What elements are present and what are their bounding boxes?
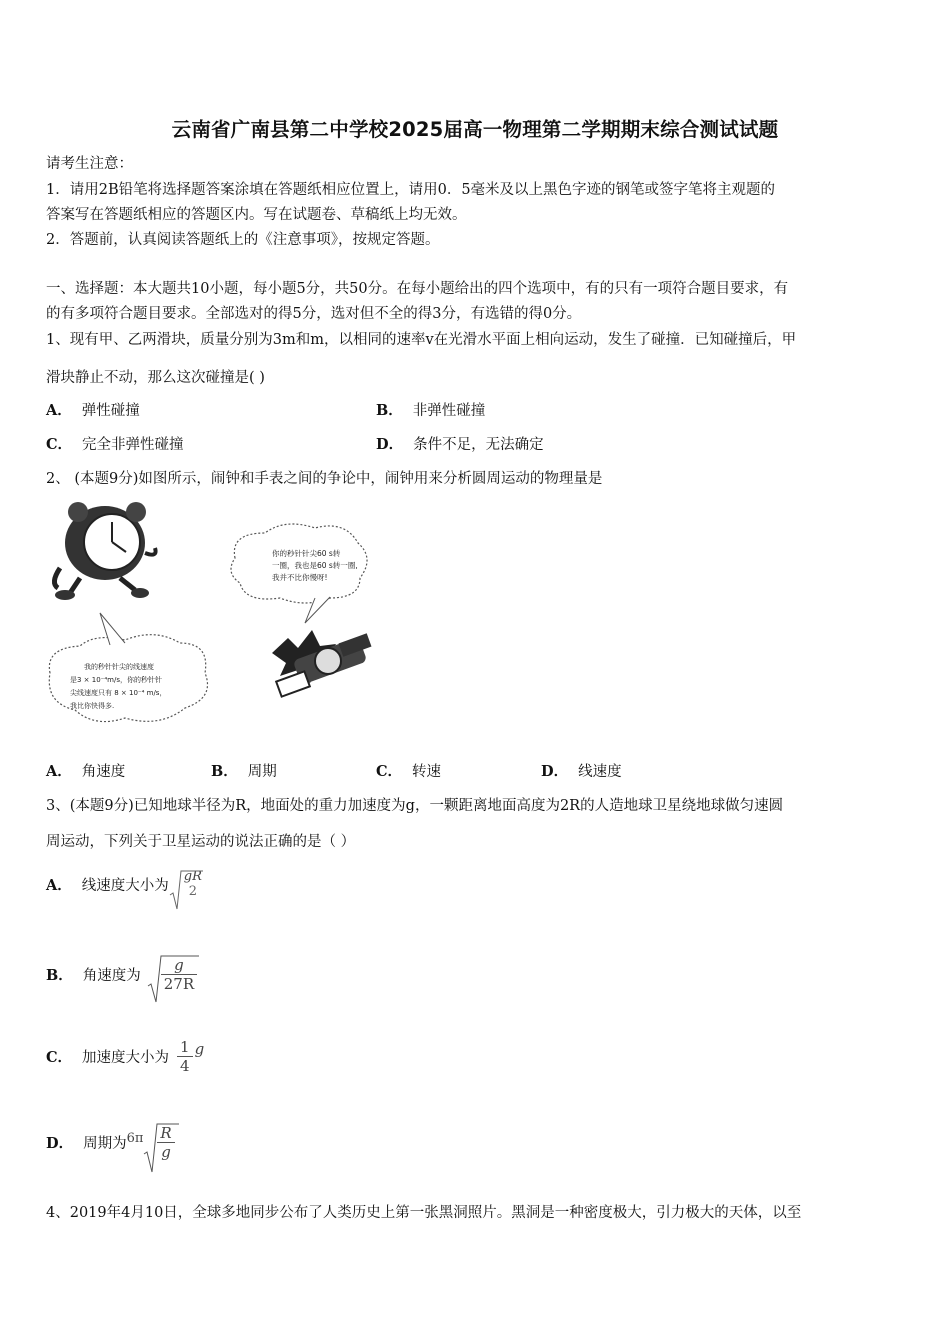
numerator: g: [174, 955, 184, 974]
option-label: B．: [376, 402, 403, 419]
wrist-watch-icon: [272, 630, 371, 697]
option-text: 角速度为: [82, 967, 141, 984]
alarm-clock-icon: [54, 502, 155, 600]
bubble-line: 你的秒针针尖60 s转: [272, 549, 341, 558]
section-line-1: 一、选择题：本大题共10小题，每小题5分，共50分。在每小题给出的四个选项中，有的只有一项符合题目要求，有: [46, 281, 789, 297]
bubble-line: 我并不比你慢呀!: [272, 573, 328, 582]
sqrt-expression: [143, 1124, 174, 1161]
option-text: 非弹性碰撞: [412, 403, 486, 419]
notice-line-2: 答案写在答题纸相应的答题区内。写在试题卷、草稿纸上均无效。: [46, 207, 467, 223]
numerator: R: [160, 1123, 172, 1142]
q1-stem-line-1: 1、现有甲、乙两滑块，质量分别为3m和m，以相同的速率v在光滑水平面上相向运动，发生了碰撞．已知碰撞后，甲: [46, 332, 797, 348]
coefficient: 6π: [126, 1130, 144, 1146]
option-text: 完全非弹性碰撞: [82, 437, 184, 453]
denominator: 27R: [161, 974, 197, 993]
option-label: C．: [46, 436, 73, 453]
q2-option-a: [46, 760, 125, 781]
numerator: 1: [180, 1037, 190, 1056]
sqrt-sign-icon: [143, 1122, 179, 1174]
denominator: g: [157, 1142, 174, 1161]
option-text: 周期为: [83, 1135, 127, 1152]
bubble-line: 我的秒针针尖的线速度: [84, 663, 154, 671]
bubble-line: 我比你快得多.: [70, 702, 115, 710]
option-label: D．: [541, 763, 569, 780]
sqrt-sign-icon: [169, 869, 203, 911]
clock-speech-bubble: [70, 661, 166, 713]
q3-stem-line-1: 3、(本题9分)已知地球半径为R，地面处的重力加速度为g，一颗距离地面高度为2R的人造地球卫星绕地球做匀速圆: [46, 798, 784, 814]
sqrt-expression: [147, 956, 197, 993]
q1-option-c: [46, 433, 184, 454]
q2-option-b: [211, 760, 277, 781]
q3-stem-line-2: 周运动，下列关于卫星运动的说法正确的是（ ）: [46, 834, 356, 850]
option-text: 线速度: [578, 764, 622, 780]
watch-speech-bubble: [272, 548, 358, 584]
option-text: 角速度: [81, 764, 126, 780]
notice-line-1: 1．请用2B铅笔将选择题答案涂填在答题纸相应位置上，请用0．5毫米及以上黑色字迹的钢笔或签字笔将主观题的: [46, 182, 776, 198]
option-label: A．: [46, 402, 72, 419]
q2-stem: 2、 (本题9分)如图所示，闹钟和手表之间的争论中，闹钟用来分析圆周运动的物理量是: [46, 471, 603, 487]
q3-option-b: [46, 950, 197, 998]
option-text: 加速度大小为: [82, 1049, 170, 1066]
option-text: 弹性碰撞: [81, 403, 140, 419]
option-label: C．: [376, 763, 403, 780]
denominator: 4: [177, 1056, 193, 1075]
page-title: 云南省广南县第二中学校2025届高一物理第二学期期末综合测试试题: [171, 118, 779, 141]
option-text: 条件不足，无法确定: [413, 437, 544, 453]
sqrt-sign-icon: [147, 954, 199, 1004]
option-text: 周期: [247, 764, 277, 780]
fraction: [177, 1038, 193, 1075]
denominator: 2: [188, 884, 197, 899]
option-label: D．: [376, 436, 404, 453]
q1-stem-line-2: 滑块静止不动，那么这次碰撞是( ): [46, 370, 265, 386]
q1-option-b: [376, 399, 485, 420]
sqrt-expression: [169, 869, 205, 899]
option-label: A．: [46, 876, 72, 894]
q1-option-d: [376, 433, 544, 454]
option-label: A．: [46, 763, 72, 780]
q2-option-c: [376, 760, 441, 781]
notice-heading: 请考生注意：: [46, 156, 133, 172]
q2-option-d: [541, 760, 622, 781]
bubble-line: 一圈，我也是60 s转一圈,: [272, 561, 358, 570]
option-label: C．: [46, 1048, 73, 1066]
q3-option-d: [46, 1116, 175, 1168]
q4-stem-line-1: 4、2019年4月10日，全球多地同步公布了人类历史上第一张黑洞照片。黑洞是一种密度极大，引力极大的天体，以至: [46, 1205, 802, 1221]
section-line-2: 的有多项符合题目要求。全部选对的得5分，选对但不全的得3分，有选错的得0分。: [46, 306, 582, 322]
option-text: 转速: [412, 764, 442, 780]
g-symbol: g: [194, 1040, 205, 1058]
option-label: B．: [46, 966, 73, 984]
bubble-line: 是3 × 10⁻⁴m/s，你的秒针针: [70, 676, 163, 684]
q3-option-c: [46, 1032, 204, 1080]
option-label: D．: [46, 1134, 74, 1152]
q2-figure: [40, 498, 380, 738]
q1-option-a: [46, 399, 140, 420]
notice-line-3: 2．答题前，认真阅读答题纸上的《注意事项》，按规定答题。: [46, 232, 440, 248]
option-label: B．: [211, 763, 238, 780]
numerator: gR: [183, 869, 202, 884]
option-text: 线速度大小为: [81, 877, 169, 894]
bubble-line: 尖线速度只有 8 × 10⁻⁴ m/s，: [70, 689, 167, 697]
q3-option-a: [46, 864, 205, 904]
